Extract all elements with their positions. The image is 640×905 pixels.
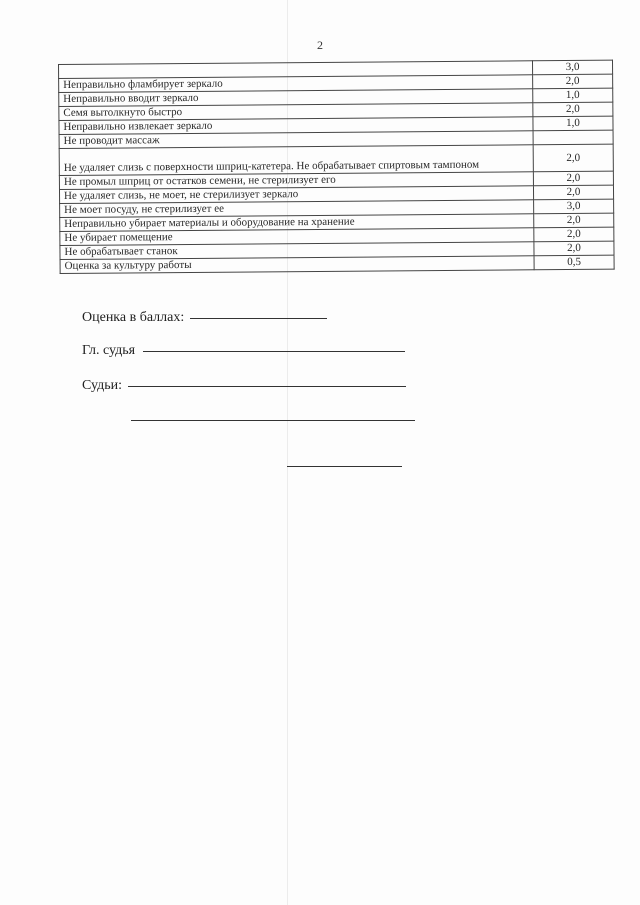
row-score bbox=[533, 130, 613, 145]
row-description: Не моет посуду, не стерилизует ее bbox=[60, 200, 534, 218]
row-score: 2,0 bbox=[533, 144, 613, 172]
row-description: Неправильно извлекает зеркало bbox=[59, 117, 533, 135]
row-description: Не удаляет слизь с поверхности шприц-катетера. Не обрабатывает спиртовым тампоном bbox=[59, 145, 533, 176]
score-line bbox=[190, 318, 327, 319]
row-description: Семя вытолкнуто быстро bbox=[59, 103, 533, 121]
chief-judge-label: Гл. судья bbox=[82, 343, 136, 358]
row-description: Не убирает помещение bbox=[60, 228, 534, 246]
score-table bbox=[58, 60, 615, 274]
judge-line-3 bbox=[287, 466, 402, 467]
page-number: 2 bbox=[317, 38, 323, 52]
row-description: Неправильно убирает материалы и оборудование на хранение bbox=[60, 214, 534, 232]
score-table-wrapper bbox=[58, 60, 615, 274]
row-score: 2,0 bbox=[534, 213, 614, 228]
row-score: 3,0 bbox=[534, 199, 614, 214]
judge-line-2 bbox=[131, 420, 415, 421]
row-score: 2,0 bbox=[533, 74, 613, 89]
row-description: Неправильно фламбирует зеркало bbox=[59, 75, 533, 93]
judge-line-1 bbox=[128, 386, 406, 387]
row-description: Оценка за культуру работы bbox=[60, 256, 534, 274]
row-score: 1,0 bbox=[533, 116, 613, 131]
row-description: Неправильно вводит зеркало bbox=[59, 89, 533, 107]
judges-label: Судьи: bbox=[82, 378, 122, 393]
row-description: Не обрабатывает станок bbox=[60, 242, 534, 260]
row-description: Не удаляет слизь, не моет, не стерилизует зеркало bbox=[59, 186, 533, 204]
row-score: 2,0 bbox=[533, 102, 613, 117]
row-description: Не проводит массаж bbox=[59, 131, 533, 149]
row-score: 3,0 bbox=[532, 60, 612, 75]
score-table-body bbox=[59, 60, 615, 273]
score-label: Оценка в баллах: bbox=[82, 310, 185, 325]
row-score: 2,0 bbox=[534, 227, 614, 242]
row-score: 2,0 bbox=[534, 241, 614, 256]
table-row bbox=[59, 144, 613, 175]
chief-judge-line bbox=[143, 351, 405, 352]
row-score: 0,5 bbox=[534, 255, 614, 270]
row-score: 1,0 bbox=[533, 88, 613, 103]
row-score: 2,0 bbox=[533, 185, 613, 200]
row-description: Не промыл шприц от остатков семени, не стерилизует его bbox=[59, 172, 533, 190]
row-score: 2,0 bbox=[533, 171, 613, 186]
